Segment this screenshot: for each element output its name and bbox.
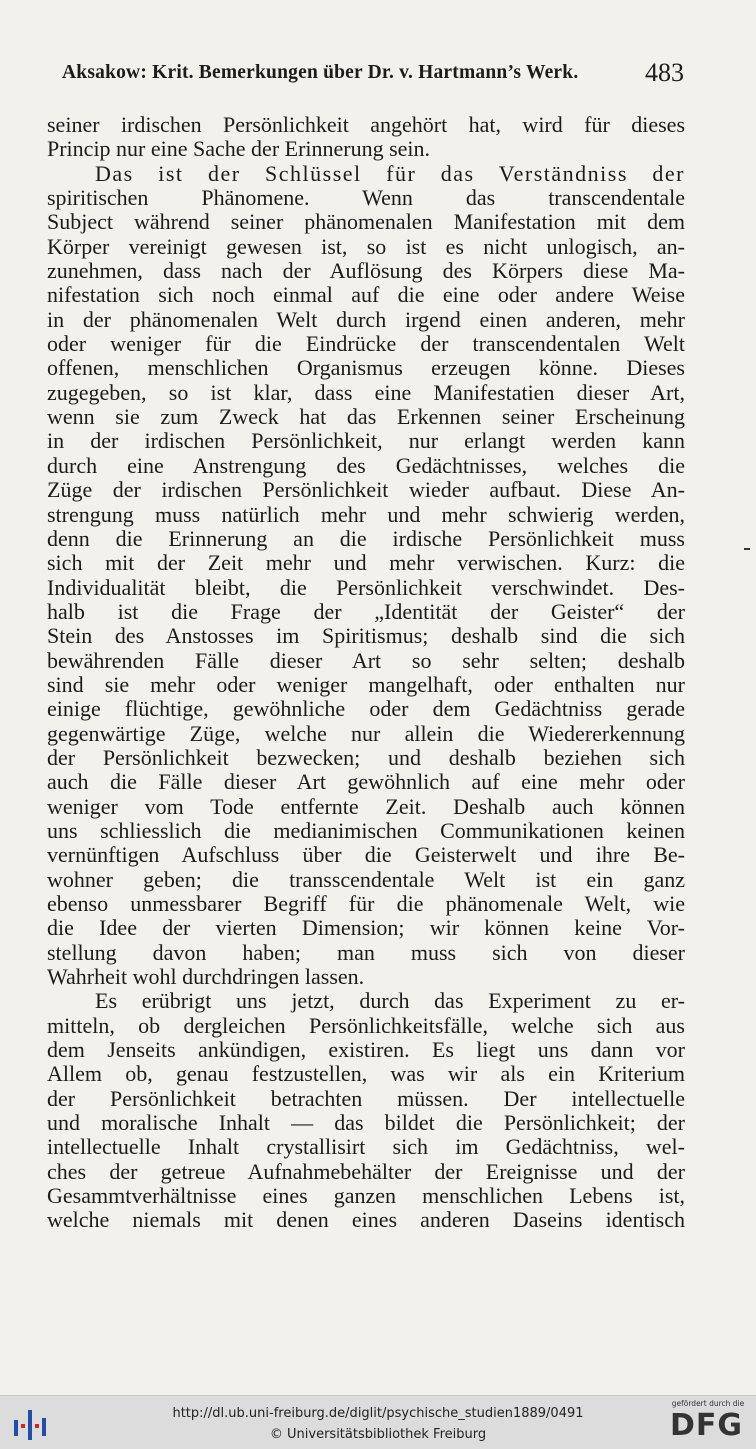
text-line: ebenso unmessbarer Begriff für die phänomenale Welt, wie — [47, 892, 685, 916]
copyright-notice: © Universitätsbibliothek Freiburg — [269, 1427, 487, 1442]
text-line: Princip nur eine Sache der Erinnerung sein. — [47, 137, 431, 162]
text-line: auch die Fälle dieser Art gewöhnlich auf eine mehr oder — [47, 770, 685, 795]
text-line: und moralische Inhalt — das bildet die Persönlichkeit; der — [47, 1111, 685, 1136]
text-line: uns schliesslich die medianimischen Communikationen keinen — [47, 818, 685, 843]
text-line: Allem ob, genau festzustellen, was wir als ein Kriterium — [47, 1062, 685, 1087]
text-line: einige flüchtige, gewöhnliche oder dem Gedächtniss gerade — [47, 697, 685, 722]
running-title: Aksakow: Krit. Bemerkungen über Dr. v. Hartmann’s Werk. — [62, 62, 579, 83]
margin-mark — [744, 548, 750, 550]
text-line: offenen, menschlichen Organismus erzeugen könne. Dieses — [47, 356, 685, 381]
text-line: Wahrheit wohl durchdringen lassen. — [47, 965, 365, 990]
text-line: strengung muss natürlich mehr und mehr schwierig werden, — [47, 502, 685, 527]
text-line: gegenwärtige Züge, welche nur allein die Wiedererkennung — [47, 721, 685, 746]
dfg-logo — [666, 1399, 750, 1447]
text-line: sind sie mehr oder weniger mangelhaft, oder enthalten nur — [47, 672, 685, 697]
text-line: durch eine Anstrengung des Gedächtnisses, welches die — [47, 453, 685, 478]
text-line: Züge der irdischen Persönlichkeit wieder aufbaut. Diese An- — [47, 478, 685, 503]
text-line: Gesammtverhältnisse eines ganzen menschlichen Lebens ist, — [47, 1184, 685, 1209]
text-line: die Idee der vierten Dimension; wir können keine Vor- — [47, 916, 685, 941]
text-line: der Persönlichkeit bezwecken; und deshalb beziehen sich — [47, 745, 685, 770]
text-line: in der irdischen Persönlichkeit, nur erlangt werden kann — [47, 429, 685, 454]
text-line: bewährenden Fälle dieser Art so sehr selten; deshalb — [47, 648, 685, 673]
text-line: ches der getreue Aufnahmebehälter der Ereignisse und der — [47, 1159, 685, 1184]
text-line: intellectuelle Inhalt crystallisirt sich im Gedächtniss, wel- — [47, 1135, 685, 1160]
text-line: Individualität bleibt, die Persönlichkeit verschwindet. Des- — [47, 575, 685, 600]
page-number: 483 — [645, 58, 684, 87]
viewer-footer — [0, 1395, 756, 1449]
text-line: stellung davon haben; man muss sich von dieser — [47, 940, 685, 965]
text-line: Körper vereinigt gewesen ist, so ist es nicht unlogisch, an- — [47, 234, 685, 259]
source-url-link[interactable]: http://dl.ub.uni-freiburg.de/diglit/psychische_studien1889/0491 — [172, 1406, 584, 1421]
text-line: vernünftigen Aufschluss über die Geisterwelt und ihre Be- — [47, 843, 685, 868]
text-line: halb ist die Frage der „Identität der Geister“ der — [47, 599, 685, 624]
body-text — [47, 113, 685, 1233]
text-line: Das ist der Schlüssel für das Verständniss der — [95, 161, 685, 186]
text-line: wohner geben; die transscendentale Welt ist ein ganz — [47, 867, 685, 892]
text-line: dem Jenseits ankündigen, existiren. Es liegt uns dann vor — [47, 1038, 685, 1063]
running-header — [62, 58, 684, 92]
text-line: denn die Erinnerung an die irdische Persönlichkeit muss — [47, 526, 685, 551]
text-line: zunehmen, dass nach der Auflösung des Körpers diese Ma- — [47, 259, 685, 284]
text-line: spiritischen Phänomene. Wenn das transcendentale — [47, 186, 685, 211]
text-line: oder weniger für die Eindrücke der transcendentalen Welt — [47, 332, 685, 357]
dfg-caption: gefördert durch die — [671, 1399, 745, 1408]
text-line: der Persönlichkeit betrachten müssen. Der intellectuelle — [47, 1086, 685, 1111]
text-line: Es erübrigt uns jetzt, durch das Experiment zu er- — [95, 989, 685, 1014]
text-line: Stein des Anstosses im Spiritismus; deshalb sind die sich — [47, 624, 685, 649]
text-line: Subject während seiner phänomenalen Manifestation mit dem — [47, 210, 685, 235]
text-line: in der phänomenalen Welt durch irgend einen anderen, mehr — [47, 307, 685, 332]
text-line: mitteln, ob dergleichen Persönlichkeitsfälle, welche sich aus — [47, 1013, 685, 1038]
text-line: welche niemals mit denen eines anderen Daseins identisch — [47, 1208, 685, 1233]
text-line: seiner irdischen Persönlichkeit angehört hat, wird für dieses — [47, 113, 685, 137]
text-line: weniger vom Tode entfernte Zeit. Deshalb auch können — [47, 794, 685, 819]
dfg-logo-mark: DFG — [670, 1408, 744, 1443]
text-line: wenn sie zum Zweck hat das Erkennen seiner Erscheinung — [47, 405, 685, 430]
text-line: sich mit der Zeit mehr und mehr verwischen. Kurz: die — [47, 551, 685, 576]
text-line: nifestation sich noch einmal auf die eine oder andere Weise — [47, 283, 685, 308]
text-line: zugegeben, so ist klar, dass eine Manifestatien dieser Art, — [47, 380, 685, 405]
